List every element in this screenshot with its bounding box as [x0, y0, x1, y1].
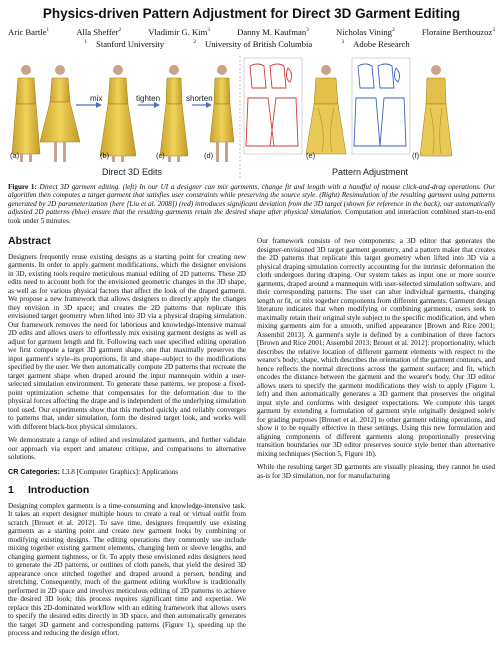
mannequin-dress-d [210, 65, 234, 162]
label-c: (c) [156, 151, 165, 160]
label-shorten: shorten [186, 94, 213, 103]
caption-text: Direct 3D garment editing. (left) In our UI a designer can mix garments, change fit and length with a handful of mouse click-and-drag operations. Our algorithm then computes a target garment that satisfies user constraints while preserving the source style. (Right) Resimulation of the resulting garment using patterns generated by 2D parameterization (here [Liu et al. 2008]) (red) introduces significant deviation from the 3D target (shown for reference in the back), our automatically adjusted 2D patterns (blue) ensure that the resulting garments retain the desired shape after physical simulation. [8, 183, 496, 217]
teaser-figure [8, 54, 495, 182]
section-heading: 1 Introduction [8, 484, 90, 496]
resimulated-dress-e [306, 65, 346, 154]
caption-text-end: Computation and interaction combined start-to-end took under 5 minutes. [8, 208, 496, 225]
teaser-figure-graphic [8, 54, 495, 182]
figure-caption [8, 183, 495, 225]
abstract-paragraph: Designers frequently reuse existing designs as a starting point for creating new garments. In order to apply garment modifications, which the designer envisions in 3D, existing tools require meticulous manual editing of 2D patterns. These 2D edits need to account both for the envisioned geometric changes in the 3D shape, as well as for various physical factors that affect the look of the draped garment. We propose a new framework that allows designers to directly apply the changes they envision in 3D space; and creates the 2D patterns that replicate this envisioned target geometry when lifted into 3D via a physical draping simulation. Our framework removes the need for laborious and knowledge-intensive manual 2D edits and allows users to effortlessly mix existing garment designs as well as adjust for garment length and fit. Following each user specified editing operation we first compute a target 3D garment shape, one that maximally preserves the input garment's style–its proportions, fit and shape–subject to the modifications specified by the user. We then automatically compute 2D patterns that recreate the target garment shape when draped around the input mannequin within a user-selected simulation environment. To generate these patterns, we propose a fixed-point optimization scheme that compensates for the deformation due to the physical forces affecting the drape and is independent of the underlying simulation tool used. Our experiments show that this method quickly and reliably converges to patterns that, under simulation, form the desired target look, and works well with different black-box physical simulators. [8, 252, 246, 431]
label-pattern-adjustment: Pattern Adjustment [331, 167, 409, 177]
pattern-panel-blue [352, 58, 410, 154]
right-column [257, 237, 495, 485]
label-d: (d) [204, 151, 214, 160]
author: Vladimir G. Kim$^3$ [148, 27, 211, 37]
abstract-paragraph: We demonstrate a range of edited and resimulated garments, and further validate our approach via expert and amateur critique, and comparisons to alternative solutions. [8, 436, 246, 461]
mannequin-dress-a1 [12, 65, 40, 162]
paper-title: Physics-driven Pattern Adjustment for Direct 3D Garment Editing [42, 6, 461, 21]
affiliation-list [0, 39, 503, 49]
author: Floraine Berthouzoz$^3$ [421, 27, 495, 37]
label-mix: mix [90, 94, 103, 103]
intro-paragraph: Designing complex garments is a time-consuming and knowledge-intensive task. It takes an expert designer multiple hours to create a real or virtual outfit from scratch [Brouet et al. 2012]. To save time, designers frequently use existing garments as a starting point and create new garment looks by combining or modifying existing designs. The editing operations they commonly use include mixing together existing garment elements, changing hem or sleeve lengths, and changing garment tightness, or fit. To apply these envisioned edits designers need to generate the 2D patterns, or outlines of cloth panels, that yield the desired 3D appearance once stitched together and draped around a person, bending and stretching. Consequently, much of the garment editing workflow is traditionally performed in 2D space and involves meticulous editing of 2D patterns to achieve the desired 3D look; this process requires significant time and expertise. We replace this 2D-dominated workflow with an editing framework that allows users to specify the desired edits directly in 3D space, and then automatically generates the target 3D garment and corresponding patterns (Figure 1), speeding up the process and reducing the design effort. [8, 501, 246, 637]
intro-paragraph: Our framework consists of two components: a 3D editor that generates the designer-envisioned 3D target garment geometry, and a pattern maker that creates the 2D patterns that replicate this target geometry when lifted into 3D via a physical draping simulation correctly accounting for the intrinsic deformation the cloth undergoes during draping. Our system takes as input one or more source garments, draped around a mannequin with user-selected simulation software, and their corresponding patterns. The user can alter individual garments, changing length or fit, or mix together components from different garments. Garment design literature indicates that when modifying or combining garments, users seek to maximally retain their original style subject to the specific modification, and when mixing garments aim for a smooth, unified appearance [Brown and Rice 2001; Assembil 2013]. A garment's style is defined by a combination of three factors [Brown and Rice 2001; Assembil 2013; Brouet et al. 2012]: proportionality, which describes the relative location of different garment elements with respect to the wearer's body; shape, which describes the orientation of the garment contours, and hence reflects the normal directions across the garment surface; and fit, which encodes the distance between the garment and the wearer's body. Our 3D editor allows users to specify the garment modifications they wish to apply (Figure 1, left) and then automatically generates a 3D garment that preserves the original input style and conforms with designer expectations. We compute this target garment by extending a formulation of garment style originally designed solely for grading purposes [Brouet et al. 2012] to other garment editing operations, and show it to be equally effective in these settings. Using this new formulation and aligning components of different garments along proportionally preserving transition boundaries our 3D editor preserves source style better than alternative mixing techniques (Section 5, Figure 1b). [257, 237, 495, 458]
left-column [8, 237, 246, 643]
author-list [8, 27, 495, 37]
cr-categories: CR Categories: I.3.8 [Computer Graphics]: Applications [8, 466, 179, 476]
label-direct-edits: Direct 3D Edits [101, 167, 163, 177]
resimulated-dress-f [420, 65, 452, 156]
caption-label: Figure 1: [8, 183, 37, 191]
affiliation: $^1$ Stanford University [84, 39, 165, 49]
mannequin-dress-b [100, 65, 136, 162]
source-garments [12, 65, 80, 162]
author: Alla Sheffer$^2$ [76, 27, 122, 37]
label-f: (f) [412, 151, 420, 160]
label-b: (b) [100, 151, 110, 160]
affiliation: $^3$ Adobe Research [341, 39, 410, 49]
mannequin-dress-a2 [40, 65, 80, 162]
author: Nicholas Vining$^2$ [336, 27, 395, 37]
intro-paragraph: While the resulting target 3D garments are visually pleasing, they cannot be used as-is for 3D simulation, nor for manufacturing [257, 463, 495, 480]
mannequin-dress-c [160, 65, 188, 162]
affiliation: $^2$ University of British Columbia [193, 39, 313, 49]
label-e: (e) [306, 151, 316, 160]
author: Danny M. Kaufman$^3$ [237, 27, 309, 37]
abstract-heading: Abstract [8, 235, 51, 247]
label-tighten: tighten [136, 94, 161, 103]
author: Aric Bartle$^1$ [8, 27, 50, 37]
pattern-panel-red [244, 58, 302, 154]
label-a: (a) [10, 151, 20, 160]
